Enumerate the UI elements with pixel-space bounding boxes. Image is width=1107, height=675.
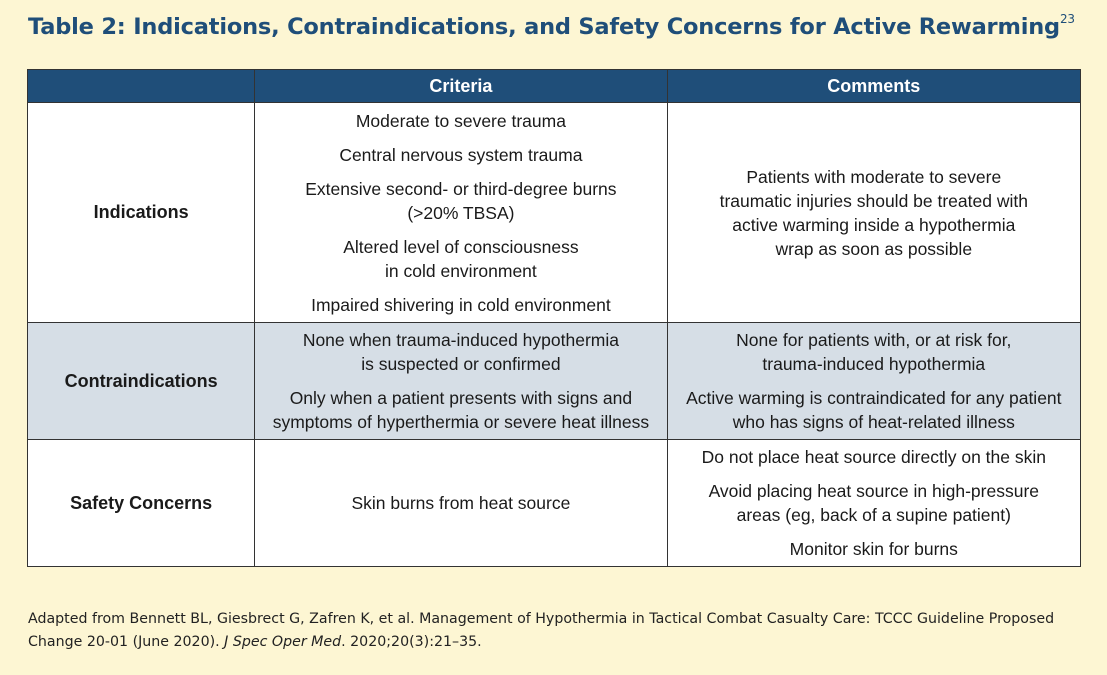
title-reference: 23 bbox=[1059, 12, 1075, 26]
table-header-row bbox=[28, 70, 1081, 103]
row-label: Indications bbox=[28, 103, 255, 323]
row-label: Contraindications bbox=[28, 323, 255, 440]
comments-line: Do not place heat source directly on the skin bbox=[701, 447, 1046, 467]
comments-line: traumatic injuries should be treated with bbox=[719, 190, 1028, 211]
comments-cell bbox=[667, 440, 1080, 567]
criteria-cell bbox=[255, 440, 667, 567]
item-gap bbox=[255, 376, 666, 386]
criteria-line: Impaired shivering in cold environment bbox=[311, 294, 611, 315]
footnote-journal: J Spec Oper Med bbox=[224, 634, 342, 650]
comments-line: Monitor skin for burns bbox=[789, 539, 958, 559]
comments-cell bbox=[667, 103, 1080, 323]
comments-line: None for patients with, or at risk for, bbox=[736, 330, 1012, 350]
criteria-line: is suspected or confirmed bbox=[361, 354, 561, 374]
table-row bbox=[28, 103, 1081, 323]
comments-line: active warming inside a hypothermia bbox=[732, 214, 1016, 235]
table-title bbox=[28, 14, 1075, 40]
item-gap bbox=[255, 225, 666, 235]
criteria-line: (>20% TBSA) bbox=[407, 202, 515, 223]
criteria-line: Skin burns from heat source bbox=[351, 493, 571, 513]
header-blank bbox=[28, 70, 255, 103]
source-footnote bbox=[28, 608, 1088, 654]
criteria-cell bbox=[255, 103, 667, 323]
comments-line: Avoid placing heat source in high-pressure bbox=[708, 481, 1040, 501]
item-gap bbox=[668, 527, 1080, 537]
rewarming-table bbox=[27, 69, 1081, 567]
item-gap bbox=[668, 469, 1080, 479]
criteria-line: Only when a patient presents with signs and bbox=[289, 388, 633, 408]
comments-line: wrap as soon as possible bbox=[775, 238, 973, 259]
criteria-line: Extensive second- or third-degree burns bbox=[305, 178, 617, 199]
comments-line: trauma-induced hypothermia bbox=[762, 354, 986, 374]
criteria-line: Altered level of consciousness bbox=[343, 236, 579, 257]
criteria-line: Moderate to severe trauma bbox=[355, 110, 566, 131]
comments-line: Patients with moderate to severe bbox=[746, 166, 1002, 187]
criteria-cell bbox=[255, 323, 667, 440]
table-row bbox=[28, 440, 1081, 567]
title-text: Table 2: Indications, Contraindications, and Safety Concerns for Active Rewarming bbox=[28, 14, 1060, 40]
comments-cell bbox=[667, 323, 1080, 440]
item-gap bbox=[255, 283, 666, 293]
item-gap bbox=[668, 376, 1080, 386]
comments-line: Active warming is contraindicated for any patient bbox=[686, 388, 1062, 408]
table-row bbox=[28, 323, 1081, 440]
item-gap bbox=[255, 167, 666, 177]
item-gap bbox=[255, 133, 666, 143]
header-comments: Comments bbox=[667, 70, 1080, 103]
footnote-prefix: Adapted from Bennett BL, Giesbrect G, Zafren K, et al. Management of Hypothermia in Tactical Combat Casualty Care: TCCC Guideline Proposed Change 20-01 (June 2020). bbox=[28, 611, 1055, 650]
criteria-line: None when trauma-induced hypothermia bbox=[302, 330, 619, 350]
criteria-line: Central nervous system trauma bbox=[339, 144, 583, 165]
comments-line: areas (eg, back of a supine patient) bbox=[736, 505, 1011, 525]
criteria-line: symptoms of hyperthermia or severe heat illness bbox=[272, 412, 650, 432]
row-label: Safety Concerns bbox=[28, 440, 255, 567]
footnote-suffix: . 2020;20(3):21–35. bbox=[341, 634, 482, 650]
header-criteria: Criteria bbox=[255, 70, 667, 103]
comments-line: who has signs of heat-related illness bbox=[732, 412, 1015, 432]
criteria-line: in cold environment bbox=[385, 260, 537, 281]
